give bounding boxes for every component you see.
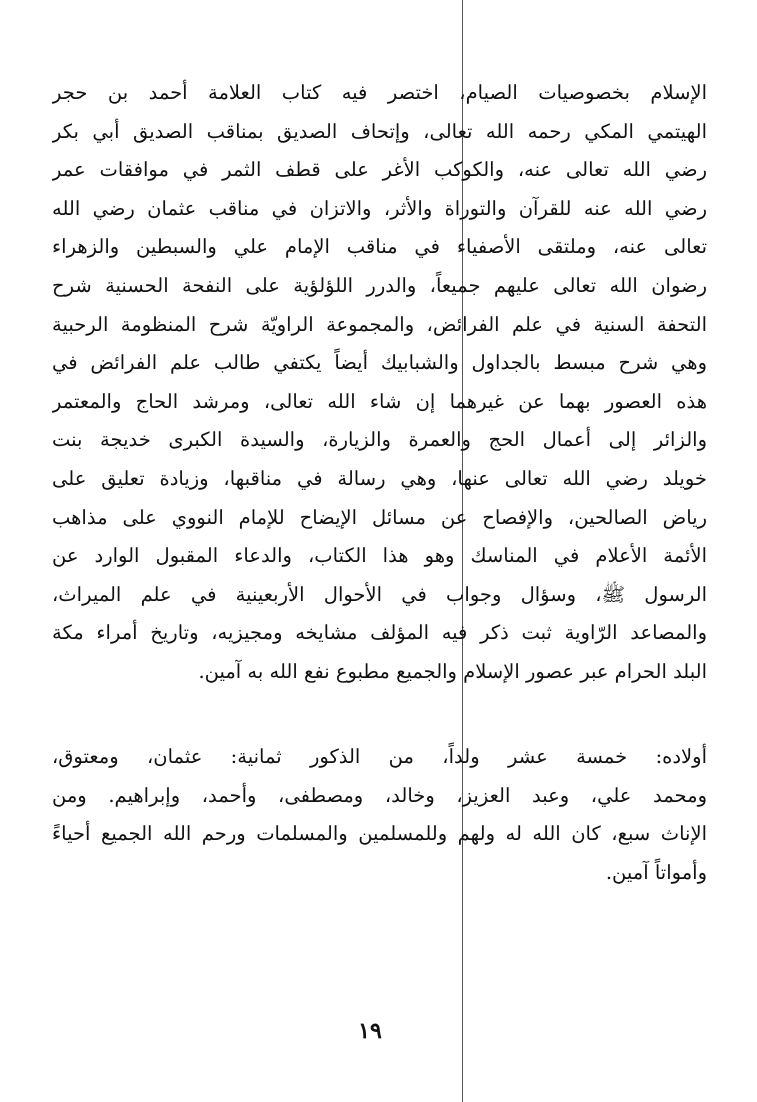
text-line: الهيتمي المكي رحمه الله تعالى، وإتحاف الصديق بمناقب الصديق أبي بكر <box>52 119 707 143</box>
text-line: الأئمة الأعلام في المناسك وهو هذا الكتاب، والدعاء المقبول الوارد عن <box>52 544 707 568</box>
text-line: ومحمد علي، وعبد العزيز، وخالد، ومصطفى، وأحمد، وإبراهيم. ومن <box>52 783 707 807</box>
text-line: البلد الحرام عبر عصور الإسلام والجميع مطبوع نفع الله به آمين. <box>198 659 707 683</box>
text-line: وهي شرح مبسط بالجداول والشبابيك أيضاً يكتفي طالب علم الفرائض في <box>52 351 707 375</box>
text-line: رياض الصالحين، والإفصاح عن مسائل الإيضاح للإمام النووي على مذاهب <box>52 505 707 529</box>
text-line: رضي الله عنه للقرآن والتوراة والأثر، والاتزان في مناقب عثمان رضي الله <box>52 196 707 220</box>
text-line: الإناث سبع، كان الله له ولهم وللمسلمين والمسلمات ورحم الله الجميع أحياءً <box>52 822 707 846</box>
children-paragraph <box>52 738 707 892</box>
text-line: وأمواتاً آمين. <box>605 860 707 884</box>
text-line: رضي الله تعالى عنه، والكوكب الأغر على قطف الثمر في موافقات عمر <box>52 158 707 182</box>
text-line: الإسلام بخصوصيات الصيام، اختصر فيه كتاب العلامة أحمد بن حجر <box>52 81 707 104</box>
text-line: والزائر إلى أعمال الحج والعمرة والزيارة، والسيدة الكبرى خديجة بنت <box>52 428 707 452</box>
page-number: ١٩ <box>358 1018 382 1044</box>
text-line: والمصاعد الرّاوية ثبت ذكر فيه المؤلف مشايخه ومجيزيه، وتاريخ أمراء مكة <box>52 621 707 645</box>
text-line: رضوان الله تعالى عليهم جميعاً، والدرر اللؤلؤية على النفحة الحسنية شرح <box>52 273 707 297</box>
text-line: أولاده: خمسة عشر ولداً، من الذكور ثمانية: عثمان، ومعتوق، <box>52 745 707 768</box>
text-line: التحفة السنية في علم الفرائض، والمجموعة الراويّة شرح المنظومة الرحبية <box>52 312 707 336</box>
text-line: تعالى عنه، وملتقى الأصفياء في مناقب الإمام علي والسبطين والزهراء <box>52 235 707 259</box>
text-line: الرسول ﷺ، وسؤال وجواب في الأحوال الأربعينية في علم الميراث، <box>52 582 707 606</box>
text-line: هذه العصور بهما عن غيرهما إن شاء الله تعالى، ومرشد الحاج والمعتمر <box>52 389 707 413</box>
text-line: خويلد رضي الله تعالى عنها، وهي رسالة في مناقبها، وزيادة تعليق على <box>52 466 707 490</box>
biography-works-paragraph <box>52 74 707 692</box>
